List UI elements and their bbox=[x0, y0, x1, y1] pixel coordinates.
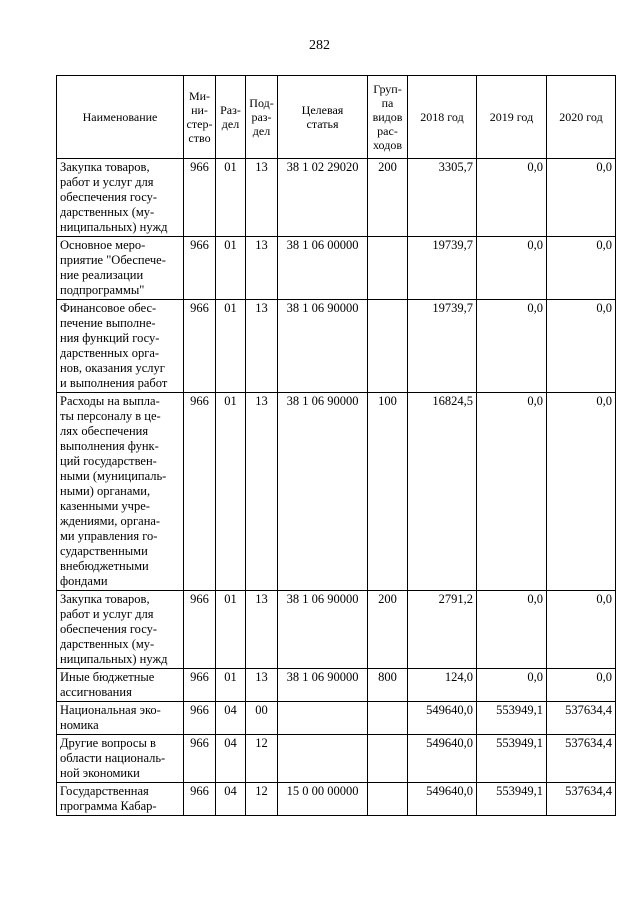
header-target: Целевая статья bbox=[278, 76, 368, 159]
row-section: 01 bbox=[216, 393, 246, 591]
row-section: 04 bbox=[216, 702, 246, 735]
row-name: Закупка товаров, работ и услуг для обеспечения госу- дарственных (му- ниципальных) нужд bbox=[57, 159, 184, 237]
row-target: 38 1 06 90000 bbox=[278, 300, 368, 393]
row-subsection: 00 bbox=[246, 702, 278, 735]
row-target: 38 1 06 90000 bbox=[278, 669, 368, 702]
row-subsection: 12 bbox=[246, 735, 278, 783]
row-ministry: 966 bbox=[184, 393, 216, 591]
row-2019: 0,0 bbox=[477, 300, 547, 393]
row-section: 01 bbox=[216, 159, 246, 237]
row-expense-group: 200 bbox=[368, 159, 408, 237]
row-ministry: 966 bbox=[184, 237, 216, 300]
row-2018: 3305,7 bbox=[408, 159, 477, 237]
row-2018: 2791,2 bbox=[408, 591, 477, 669]
row-2019: 553949,1 bbox=[477, 735, 547, 783]
row-2018: 549640,0 bbox=[408, 735, 477, 783]
row-2019: 0,0 bbox=[477, 159, 547, 237]
row-subsection: 12 bbox=[246, 783, 278, 816]
row-target: 38 1 06 90000 bbox=[278, 591, 368, 669]
row-name: Иные бюджетные ассигнования bbox=[57, 669, 184, 702]
row-section: 04 bbox=[216, 783, 246, 816]
row-2020: 537634,4 bbox=[547, 702, 616, 735]
row-section: 01 bbox=[216, 591, 246, 669]
row-2020: 0,0 bbox=[547, 393, 616, 591]
header-expense-group: Груп- па видов рас- ходов bbox=[368, 76, 408, 159]
header-ministry: Ми- ни- стер- ство bbox=[184, 76, 216, 159]
row-name: Государственная программа Кабар- bbox=[57, 783, 184, 816]
row-subsection: 13 bbox=[246, 669, 278, 702]
row-expense-group bbox=[368, 735, 408, 783]
table-row bbox=[57, 159, 616, 237]
row-2019: 0,0 bbox=[477, 237, 547, 300]
header-2020: 2020 год bbox=[547, 76, 616, 159]
row-2019: 0,0 bbox=[477, 669, 547, 702]
row-section: 04 bbox=[216, 735, 246, 783]
table-row bbox=[57, 783, 616, 816]
table-header-row bbox=[57, 76, 616, 159]
header-2019: 2019 год bbox=[477, 76, 547, 159]
row-expense-group bbox=[368, 237, 408, 300]
table-row bbox=[57, 300, 616, 393]
row-2020: 0,0 bbox=[547, 669, 616, 702]
row-2018: 124,0 bbox=[408, 669, 477, 702]
row-expense-group: 100 bbox=[368, 393, 408, 591]
table-row bbox=[57, 237, 616, 300]
row-section: 01 bbox=[216, 669, 246, 702]
row-expense-group: 800 bbox=[368, 669, 408, 702]
row-name: Основное меро- приятие "Обеспече- ние реализации подпрограммы" bbox=[57, 237, 184, 300]
table-row bbox=[57, 591, 616, 669]
row-section: 01 bbox=[216, 237, 246, 300]
table-row bbox=[57, 702, 616, 735]
row-ministry: 966 bbox=[184, 591, 216, 669]
header-2018: 2018 год bbox=[408, 76, 477, 159]
row-2019: 0,0 bbox=[477, 591, 547, 669]
row-expense-group: 200 bbox=[368, 591, 408, 669]
row-name: Расходы на выпла- ты персоналу в це- лях обеспечения выполнения функ- ций государствен- ными (муниципаль- ными) органами, казенными учре- ждениями, органа- ми управления го- сударственными внебюджетными фондами bbox=[57, 393, 184, 591]
header-subsection: Под- раз- дел bbox=[246, 76, 278, 159]
row-subsection: 13 bbox=[246, 393, 278, 591]
row-ministry: 966 bbox=[184, 300, 216, 393]
budget-table bbox=[56, 75, 616, 816]
row-expense-group bbox=[368, 783, 408, 816]
row-subsection: 13 bbox=[246, 591, 278, 669]
table-row bbox=[57, 669, 616, 702]
row-name: Закупка товаров, работ и услуг для обеспечения госу- дарственных (му- ниципальных) нужд bbox=[57, 591, 184, 669]
row-2020: 537634,4 bbox=[547, 783, 616, 816]
row-2020: 0,0 bbox=[547, 237, 616, 300]
row-ministry: 966 bbox=[184, 702, 216, 735]
row-subsection: 13 bbox=[246, 300, 278, 393]
page-number: 282 bbox=[309, 38, 330, 53]
row-target: 15 0 00 00000 bbox=[278, 783, 368, 816]
row-ministry: 966 bbox=[184, 669, 216, 702]
row-subsection: 13 bbox=[246, 159, 278, 237]
table-row bbox=[57, 735, 616, 783]
row-2020: 0,0 bbox=[547, 300, 616, 393]
row-2020: 0,0 bbox=[547, 591, 616, 669]
row-2019: 553949,1 bbox=[477, 702, 547, 735]
row-2018: 19739,7 bbox=[408, 300, 477, 393]
row-target bbox=[278, 735, 368, 783]
row-2018: 19739,7 bbox=[408, 237, 477, 300]
row-ministry: 966 bbox=[184, 735, 216, 783]
row-2019: 0,0 bbox=[477, 393, 547, 591]
row-2019: 553949,1 bbox=[477, 783, 547, 816]
row-subsection: 13 bbox=[246, 237, 278, 300]
row-name: Национальная эко- номика bbox=[57, 702, 184, 735]
row-target: 38 1 06 90000 bbox=[278, 393, 368, 591]
row-target: 38 1 02 29020 bbox=[278, 159, 368, 237]
row-2020: 537634,4 bbox=[547, 735, 616, 783]
row-2018: 549640,0 bbox=[408, 783, 477, 816]
row-expense-group bbox=[368, 702, 408, 735]
row-section: 01 bbox=[216, 300, 246, 393]
row-name: Другие вопросы в области националь- ной экономики bbox=[57, 735, 184, 783]
row-ministry: 966 bbox=[184, 159, 216, 237]
table-row bbox=[57, 393, 616, 591]
row-2018: 16824,5 bbox=[408, 393, 477, 591]
row-2020: 0,0 bbox=[547, 159, 616, 237]
row-ministry: 966 bbox=[184, 783, 216, 816]
header-name: Наименование bbox=[57, 76, 184, 159]
row-2018: 549640,0 bbox=[408, 702, 477, 735]
row-name: Финансовое обес- печение выполне- ния функций госу- дарственных орга- нов, оказания услуг и выполнения работ bbox=[57, 300, 184, 393]
header-section: Раз- дел bbox=[216, 76, 246, 159]
row-target bbox=[278, 702, 368, 735]
row-expense-group bbox=[368, 300, 408, 393]
row-target: 38 1 06 00000 bbox=[278, 237, 368, 300]
